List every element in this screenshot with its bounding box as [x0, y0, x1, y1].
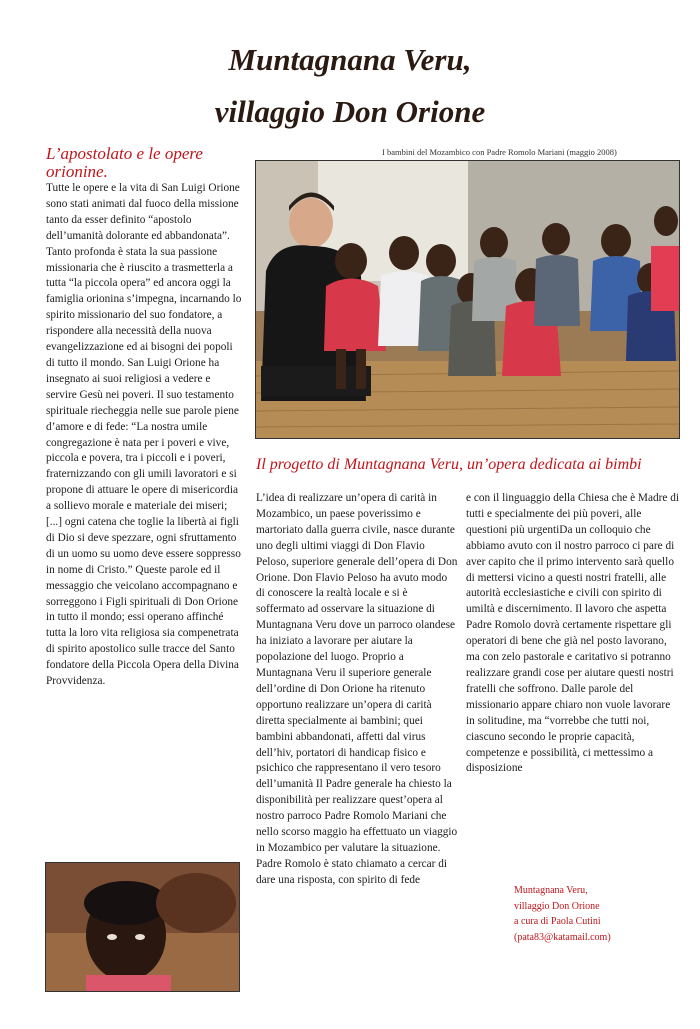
credit-email: (pata83@katamail.com) — [514, 931, 611, 943]
photo-caption: I bambini del Mozambico con Padre Romolo Mariani (maggio 2008) — [382, 147, 617, 157]
credit-line-3: a cura di Paola Cutini — [514, 916, 601, 928]
apostolate-body: Tutte le opere e la vita di San Luigi Orione sono stati animati dal fuoco della missione tanto da esser definito “apostolo dell’umanità dolorante ed abbandonata”. Tanto profonda è stata la sua passione missionaria che è riuscito a trasmetterla a tutta “la piccola opera” ed ancora oggi la famiglia orionina s’impegna, incarnando lo spirito missionario del suo fondatore, a rispondere alla necessità della nuova evangelizzazione ed ai bisogni dei popoli di tutto il mondo. San Luigi Orione ha insegnato ai suoi religiosi a vedere e servire Gesù nei poveri. Il suo testamento spirituale riecheggia nelle sue parole piene d’amore e di fede: “La nostra umile congregazione è nata per i poveri e vive, piccola e povera, tra i piccoli e i poveri, fraternizzando con gli umili lavoratori e si propone di attuare le opere di misericordia a sollievo morale e materiale dei miseri; [...] ogni catena che toglie la libertà ai figli di Dio si deve spezzare, ogni sfruttamento di un uomo su uomo deve essere soppresso in nome di Cristo.” Queste parole ed il messaggio che veicolano accompagnano e sorreggono i Figli spirituali di Don Orione in tutto il mondo; essi operano affinché tutta la loro vita religiosa sia compenetrata di spirito apostolico sulle tracce del Santo fondatore della Piccola Opera della Divina Provvidenza. — [46, 182, 242, 688]
apostolate-heading: L’apostolato e le opere orionine. — [46, 144, 203, 181]
children-with-priest-photo — [255, 160, 680, 439]
credit-line-2: villaggio Don Orione — [514, 900, 600, 912]
project-body-column-1: L’idea di realizzare un’opera di carità in Mozambico, un paese poverissimo e martoriato dalla guerra civile, nasce durante uno degli ultimi viaggi di Don Flavio Peloso, superiore generale dell’opera di Don Orione. Don Flavio Peloso ha avuto modo di conoscere la realtà locale e si è soffermato ad osservare la situazione di Muntagnana Veru dove un parroco olandese ha iniziato a lavorare per aiutare la popolazione del luogo. Proprio a Muntagnana Veru il superiore generale dell’ordine di Don Orione ha ritenuto opportuno realizzare un’opera di carità diretta specialmente ai bambini; quei bambini abbandonati, affetti dal virus dell’hiv, portatori di handicap fisico e psichico che rappresentano il vero tesoro dell’umanità Il Padre generale ha chiesto la disponibilità per realizzare quest’opera al nostro parroco Padre Romolo Mariani che nello scorso maggio ha effettuato un viaggio in Mozambico per valutare la situazione. Padre Romolo è stato chiamato a cercar di dare una risposta, con spirito di fede — [256, 492, 458, 886]
child-portrait-photo — [45, 862, 240, 992]
children-photo-illustration — [256, 161, 679, 438]
page-title-line-2: villaggio Don Orione — [214, 94, 486, 129]
page-title-line-1: Muntagnana Veru, — [228, 42, 472, 77]
credit-line-1: Muntagnana Veru, — [514, 885, 588, 896]
project-heading: Il progetto di Muntagnana Veru, un’opera dedicata ai bimbi — [256, 456, 642, 473]
project-body-column-2: e con il linguaggio della Chiesa che è Madre di tutti e specialmente dei più poveri, alle questioni più urgentiDa un colloquio che abbiamo avuto con il nostro parroco ci pare di aver capito che il primo intervento sarà quello di mettersi vicino a questi nostri fratelli, alle autorità ecclesiastiche e civili con spirito di umiltà e discernimento. Il lavoro che aspetta Padre Romolo dovrà certamente rispettare gli operatori di bene che già nel posto lavorano, ma con zelo pastorale e caritativo si potranno realizzare grandi cose per aiutare questi nostri fratelli che soffrono. Dalle parole del missionario appare chiaro non vuole lavorare in solitudine, ma “vorrebbe che tutti noi, ciascuno secondo le proprie capacità, competenze e possibilità, ci mettessimo a disposizione — [466, 492, 680, 775]
child-portrait-illustration — [46, 863, 239, 991]
article-credit — [514, 883, 684, 945]
